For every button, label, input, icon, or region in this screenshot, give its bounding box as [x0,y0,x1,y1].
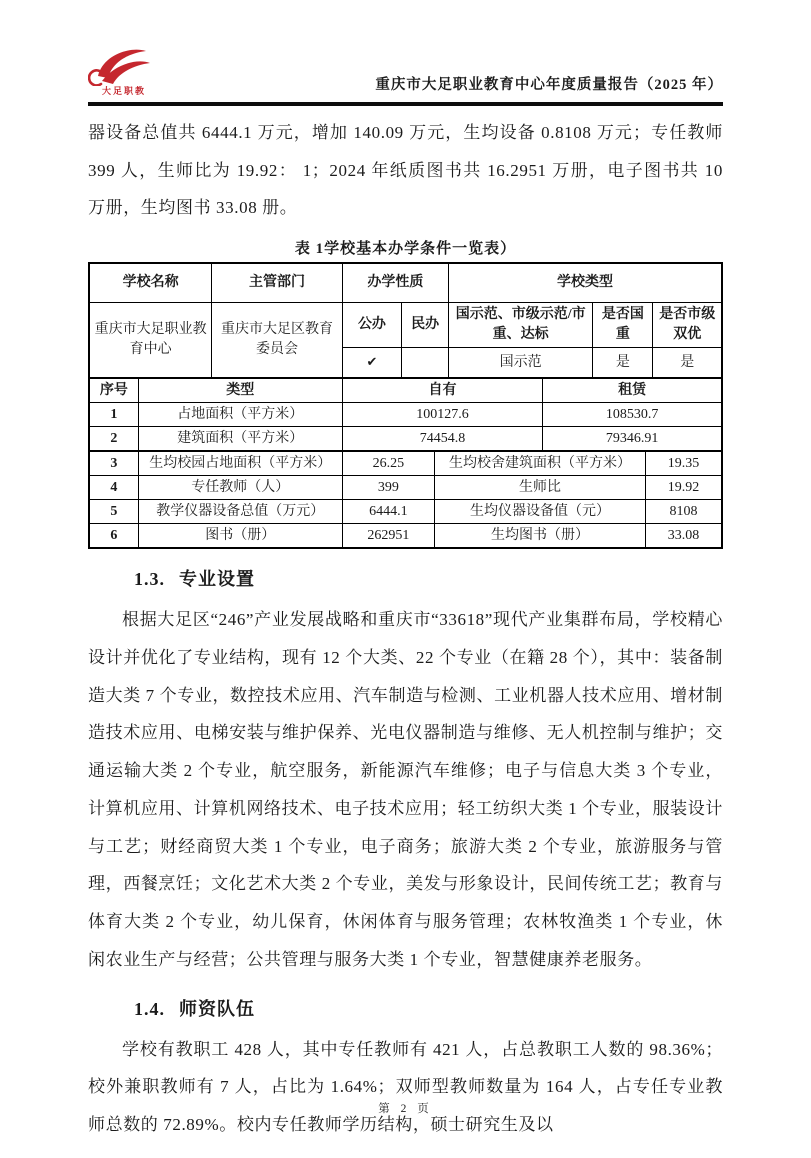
table-cell: 33.08 [645,524,722,549]
section-number: 1.4. [134,998,165,1019]
table-row [89,378,722,403]
table-header-cell: 民办 [402,303,449,348]
table-header-cell: 国示范、市级示范/市重、达标 [449,303,593,348]
logo-text: 大足职教 [102,86,147,96]
table-cell: 74454.8 [342,427,543,452]
table-cell: 108530.7 [543,403,722,427]
table-header-cell: 办学性质 [342,263,448,303]
section-title: 师资队伍 [179,998,255,1019]
table-cell: 6444.1 [342,500,434,524]
table-cell: 2 [89,427,138,452]
table-row [89,476,722,500]
department-cell: 重庆市大足区教育委员会 [212,303,342,379]
table-header-cell: 自有 [342,378,543,403]
table-header-cell: 是否国重 [593,303,653,348]
table-row [89,451,722,476]
table-header-cell: 学校名称 [89,263,212,303]
table-header-cell: 是否市级双优 [653,303,722,348]
table-cell: 生均校舍建筑面积（平方米） [435,451,646,476]
table-row [89,303,722,348]
table-cell: 1 [89,403,138,427]
table-cell: 生均图书（册） [435,524,646,549]
table-header-cell: 租赁 [543,378,722,403]
basic-conditions-table-mid [88,377,723,452]
table-header-cell: 序号 [89,378,138,403]
intro-paragraph: 器设备总值共 6444.1 万元，增加 140.09 万元，生均设备 0.8108 万元；专任教师 399 人，生师比为 19.92： 1；2024 年纸质图书共 16.2951 万册，电子图书共 10 万册，生均图书 33.08 册。 [88,123,723,218]
section-number: 1.3. [134,569,165,590]
table-cell: 8108 [645,500,722,524]
table-cell: 生师比 [435,476,646,500]
table-cell: 是 [653,348,722,379]
table-cell: 建筑面积（平方米） [138,427,342,452]
page-number: 第 2 页 [378,1103,433,1115]
table-caption: 表 1学校基本办学条件一览表） [294,241,517,258]
table-header-cell: 公办 [342,303,402,348]
private-check-cell [402,348,449,379]
table-cell: 图书（册） [138,524,342,549]
section-1-4-paragraph: 学校有教职工 428 人，其中专任教师有 421 人，占总教职工人数的 98.36%；校外兼职教师有 7 人，占比为 1.64%；双师型教师数量为 164 人，占专任专业教师总数的 72.89%。校内专任教师学历结构，硕士研究生及以 [88,1039,723,1135]
table-cell: 5 [89,500,138,524]
table-cell: 6 [89,524,138,549]
table-cell: 是 [593,348,653,379]
table-row [89,403,722,427]
table-cell: 生均校园占地面积（平方米） [138,451,342,476]
table-cell: 生均仪器设备值（元） [435,500,646,524]
report-title: 重庆市大足职业教育中心年度质量报告（2025 年） [375,77,723,93]
table-cell: 100127.6 [342,403,543,427]
section-title: 专业设置 [179,569,255,590]
basic-conditions-table-bottom [88,450,723,549]
table-row [89,524,722,549]
basic-conditions-table-top [88,262,723,379]
table-cell: 26.25 [342,451,434,476]
table-cell: 19.35 [645,451,722,476]
table-cell: 国示范 [449,348,593,379]
page-header [88,44,723,106]
section-heading-1-3 [134,565,723,591]
logo [88,44,166,96]
table-cell: 3 [89,451,138,476]
table-cell: 教学仪器设备总值（万元） [138,500,342,524]
section-1-3-paragraph: 根据大足区“246”产业发展战略和重庆市“33618”现代产业集群布局，学校精心设计并优化了专业结构，现有 12 个大类、22 个专业（在籍 28 个），其中：装备制造大类 7 个专业，数控技术应用、汽车制造与检测、工业机器人技术应用、增材制造技术应用、电梯安装与维护保养、光电仪器制造与维修、无人机控制与维护；交通运输大类 2 个专业，航空服务，新能源汽车维修；电子与信息大类 3 个专业，计算机应用、计算机网络技术、电子技术应用；轻工纺织大类 1 个专业，服装设计与工艺；财经商贸大类 1 个专业，电子商务；旅游大类 2 个专业，旅游服务与管理，西餐烹饪；文化艺术大类 2 个专业，美发与形象设计，民间传统工艺；教育与体育大类 2 个专业，幼儿保育，休闲体育与服务管理；农林牧渔类 1 个专业，休闲农业生产与经营；公共管理与服务大类 1 个专业，智慧健康养老服务。 [88,610,723,969]
table-cell: 399 [342,476,434,500]
table-cell: 专任教师（人） [138,476,342,500]
table-cell: 4 [89,476,138,500]
public-check-cell: ✔ [342,348,402,379]
table-row [89,263,722,303]
school-name-cell: 重庆市大足职业教育中心 [89,303,212,379]
table-header-cell: 主管部门 [212,263,342,303]
table-cell: 占地面积（平方米） [138,403,342,427]
section-heading-1-4 [134,995,723,1021]
table-header-cell: 学校类型 [449,263,722,303]
table-row [89,427,722,452]
table-header-cell: 类型 [138,378,342,403]
table-cell: 262951 [342,524,434,549]
table-row [89,500,722,524]
phoenix-logo-icon [88,44,152,86]
table-cell: 19.92 [645,476,722,500]
table-cell: 79346.91 [543,427,722,452]
